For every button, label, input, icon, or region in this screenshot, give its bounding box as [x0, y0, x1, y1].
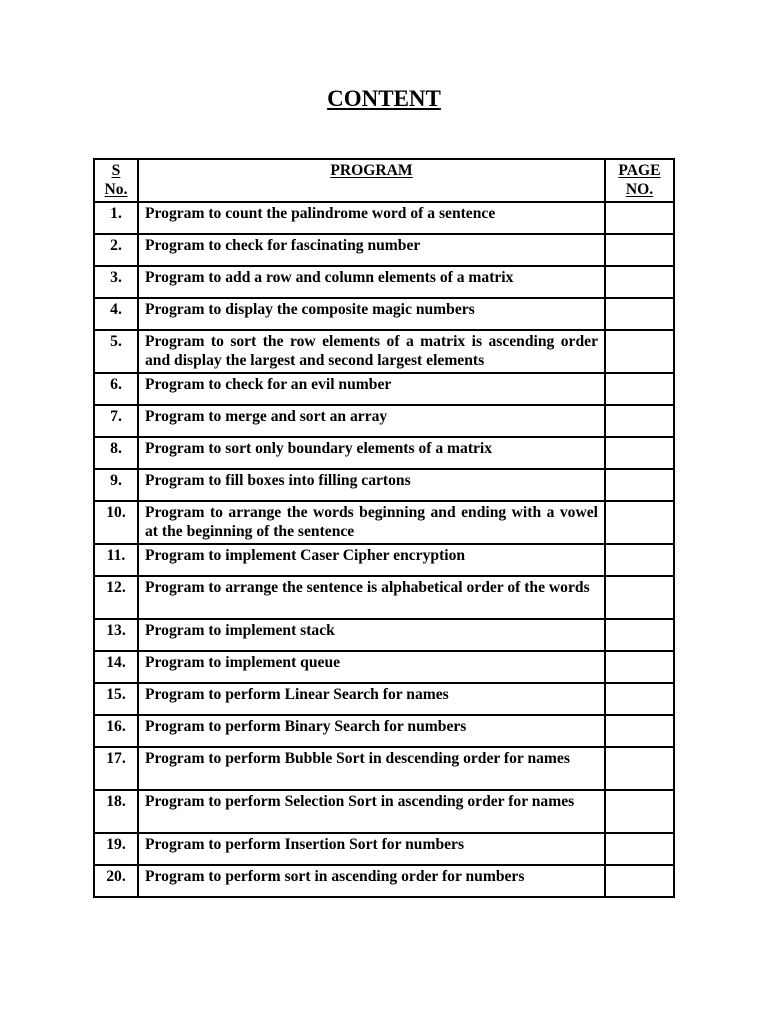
- row-page-no: [605, 790, 674, 833]
- contents-table: [93, 158, 675, 898]
- table-row: [94, 298, 674, 330]
- row-sno: 14.: [94, 651, 138, 683]
- header-sno: S No.: [94, 159, 138, 202]
- row-page-no: [605, 437, 674, 469]
- row-sno: 10.: [94, 501, 138, 544]
- row-sno: 1.: [94, 202, 138, 234]
- row-sno: 17.: [94, 747, 138, 790]
- table-row: [94, 202, 674, 234]
- row-program: Program to arrange the sentence is alphabetical order of the words: [138, 576, 605, 619]
- table-header-row: [94, 159, 674, 202]
- row-sno: 13.: [94, 619, 138, 651]
- page-title: CONTENT: [327, 86, 441, 111]
- row-sno: 3.: [94, 266, 138, 298]
- table-row: [94, 544, 674, 576]
- row-program: Program to perform Bubble Sort in descending order for names: [138, 747, 605, 790]
- row-sno: 5.: [94, 330, 138, 373]
- table-row: [94, 373, 674, 405]
- table-row: [94, 576, 674, 619]
- row-page-no: [605, 865, 674, 897]
- row-sno: 20.: [94, 865, 138, 897]
- row-program: Program to perform Binary Search for numbers: [138, 715, 605, 747]
- table-row: [94, 619, 674, 651]
- row-sno: 2.: [94, 234, 138, 266]
- table-row: [94, 437, 674, 469]
- row-program: Program to arrange the words beginning and ending with a vowel at the beginning of the sentence: [138, 501, 605, 544]
- row-program: Program to fill boxes into filling cartons: [138, 469, 605, 501]
- row-program: Program to sort the row elements of a matrix is ascending order and display the largest and second largest elements: [138, 330, 605, 373]
- row-page-no: [605, 373, 674, 405]
- row-program: Program to count the palindrome word of a sentence: [138, 202, 605, 234]
- row-page-no: [605, 234, 674, 266]
- row-sno: 16.: [94, 715, 138, 747]
- table-row: [94, 469, 674, 501]
- row-program: Program to check for an evil number: [138, 373, 605, 405]
- row-sno: 12.: [94, 576, 138, 619]
- table-row: [94, 234, 674, 266]
- row-sno: 7.: [94, 405, 138, 437]
- row-program: Program to add a row and column elements of a matrix: [138, 266, 605, 298]
- row-program: Program to display the composite magic numbers: [138, 298, 605, 330]
- row-page-no: [605, 330, 674, 373]
- header-program: PROGRAM: [138, 159, 605, 202]
- row-program: Program to implement queue: [138, 651, 605, 683]
- table-row: [94, 715, 674, 747]
- table-row: [94, 501, 674, 544]
- row-program: Program to implement stack: [138, 619, 605, 651]
- row-sno: 9.: [94, 469, 138, 501]
- table-row: [94, 405, 674, 437]
- table-row: [94, 833, 674, 865]
- row-page-no: [605, 469, 674, 501]
- row-page-no: [605, 747, 674, 790]
- row-page-no: [605, 619, 674, 651]
- row-page-no: [605, 683, 674, 715]
- row-sno: 8.: [94, 437, 138, 469]
- table-row: [94, 266, 674, 298]
- row-page-no: [605, 405, 674, 437]
- row-program: Program to implement Caser Cipher encryption: [138, 544, 605, 576]
- row-program: Program to perform Insertion Sort for numbers: [138, 833, 605, 865]
- table-row: [94, 683, 674, 715]
- row-sno: 15.: [94, 683, 138, 715]
- row-page-no: [605, 298, 674, 330]
- row-page-no: [605, 651, 674, 683]
- table-row: [94, 747, 674, 790]
- row-page-no: [605, 576, 674, 619]
- row-program: Program to perform Linear Search for names: [138, 683, 605, 715]
- row-page-no: [605, 544, 674, 576]
- row-page-no: [605, 833, 674, 865]
- table-row: [94, 865, 674, 897]
- row-sno: 4.: [94, 298, 138, 330]
- header-page-no: PAGE NO.: [605, 159, 674, 202]
- row-sno: 6.: [94, 373, 138, 405]
- row-program: Program to perform Selection Sort in ascending order for names: [138, 790, 605, 833]
- row-page-no: [605, 202, 674, 234]
- row-page-no: [605, 501, 674, 544]
- table-row: [94, 330, 674, 373]
- row-sno: 18.: [94, 790, 138, 833]
- row-page-no: [605, 266, 674, 298]
- table-row: [94, 790, 674, 833]
- row-program: Program to check for fascinating number: [138, 234, 605, 266]
- row-program: Program to perform sort in ascending order for numbers: [138, 865, 605, 897]
- row-program: Program to merge and sort an array: [138, 405, 605, 437]
- table-row: [94, 651, 674, 683]
- row-sno: 19.: [94, 833, 138, 865]
- row-sno: 11.: [94, 544, 138, 576]
- row-page-no: [605, 715, 674, 747]
- row-program: Program to sort only boundary elements of a matrix: [138, 437, 605, 469]
